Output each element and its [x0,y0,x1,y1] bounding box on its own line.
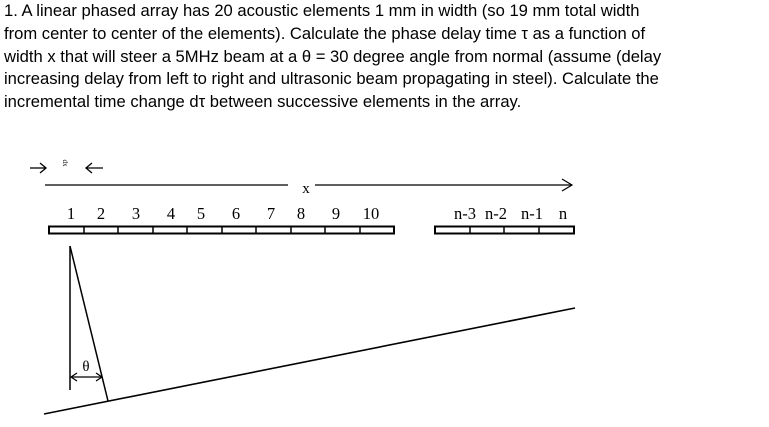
width-label: x [302,181,310,197]
element-label: n-3 [454,204,476,223]
element-label: 3 [131,204,141,223]
steering-geometry [70,246,108,401]
element-label: 7 [266,204,276,223]
problem-line: width x that will steer a 5MHz beam at a θ = 30 degree angle from normal (assume (delay [4,46,662,66]
element-labels-left [67,204,379,223]
element-bar-left [49,227,394,234]
wavefront-line [44,308,575,414]
angle-label: θ [82,359,90,375]
element-label: 2 [96,204,106,223]
element-label: n-1 [521,204,543,223]
element-label: n-2 [485,204,507,223]
element-label: 1 [66,204,76,223]
problem-line: from center to center of the elements). Calculate the phase delay time τ as a function of [4,23,646,43]
problem-line: incremental time change dτ between successive elements in the array. [4,92,522,112]
element-label: 8 [296,204,306,223]
element-label: 10 [362,204,380,223]
problem-line: 1. A linear phased array has 20 acoustic elements 1 mm in width (so 19 mm total width [4,1,640,20]
element-label: 6 [231,204,241,223]
element-label: 4 [166,204,176,223]
element-bar-right [435,227,574,234]
dx-label: dx [61,159,69,167]
element-label: n [558,204,568,223]
problem-line: increasing delay from left to right and ultrasonic beam propagating in steel). Calculate the [4,69,659,89]
element-label: 9 [331,204,341,223]
element-label: 5 [196,204,206,223]
element-labels-right [454,204,567,223]
